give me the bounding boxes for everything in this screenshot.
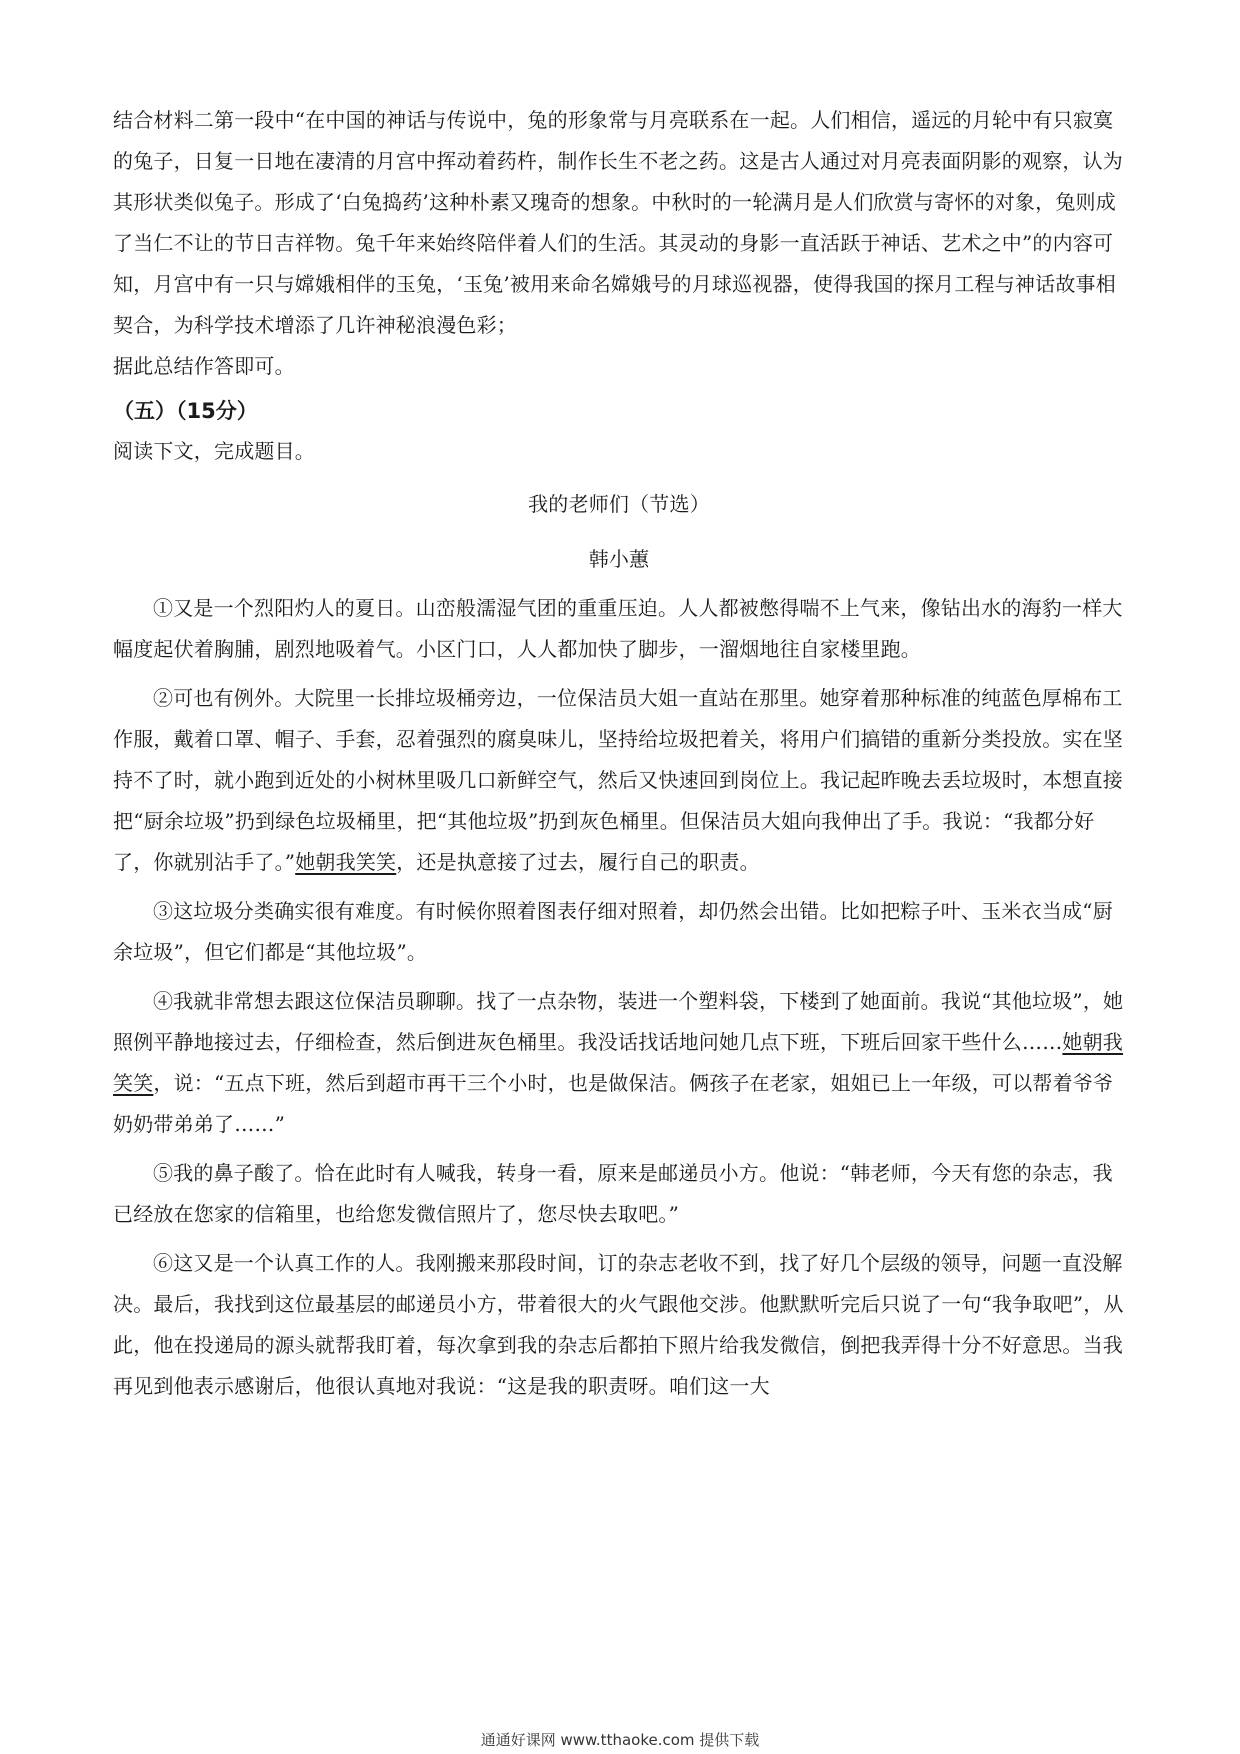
article-title: 我的老师们（节选）	[528, 492, 710, 516]
article-paragraph-1: ①又是一个烈阳灼人的夏日。山峦般濡湿气团的重重压迫。人人都被憋得喘不上气来，像钻出水的海豹一样大幅度起伏着胸脯，剧烈地吸着气。小区门口，人人都加快了脚步，一溜烟地往自家楼里跑。	[113, 596, 1123, 661]
article-paragraph-5: ⑤我的鼻子酸了。恰在此时有人喊我，转身一看，原来是邮递员小方。他说：“韩老师，今天有您的杂志，我已经放在您家的信箱里，也给您发微信照片了，您尽快去取吧。”	[113, 1161, 1113, 1226]
article-paragraph-2	[113, 678, 1125, 883]
article-paragraph-6: ⑥这又是一个认真工作的人。我刚搬来那段时间，订的杂志老收不到，找了好几个层级的领导，问题一直没解决。最后，我找到这位最基层的邮递员小方，带着很大的火气跟他交涉。他默默听完后只说了一句“我争取吧”，从此，他在投递局的源头就帮我盯着，每次拿到我的杂志后都拍下照片给我发微信，倒把我弄得十分不好意思。当我再见到他表示感谢后，他很认真地对我说：“这是我的职责呀。咱们这一大	[113, 1251, 1124, 1398]
paragraph-4-text-a: ④我就非常想去跟这位保洁员聊聊。找了一点杂物，装进一个塑料袋，下楼到了她面前。我说“其他垃圾”，她照例平静地接过去，仔细检查，然后倒进灰色桶里。我没话找话地问她几点下班，下班后回家干些什么……	[113, 989, 1124, 1054]
analysis-conclusion: 据此总结作答即可。	[113, 354, 295, 378]
section-instruction: 阅读下文，完成题目。	[113, 439, 315, 463]
section-heading: （五）（15分）	[113, 399, 258, 423]
document-page	[113, 100, 1125, 1407]
paragraph-2-text-b: ，还是执意接了过去，履行自己的职责。	[396, 850, 760, 874]
page-footer: 通通好课网 www.tthaoke.com 提供下载	[480, 1731, 760, 1749]
underlined-phrase-2: 她朝我笑笑	[113, 1030, 1124, 1095]
article-author: 韩小蕙	[588, 547, 650, 571]
underlined-phrase-1: 她朝我笑笑	[295, 850, 397, 874]
analysis-paragraph: 结合材料二第一段中“在中国的神话与传说中，兔的形象常与月亮联系在一起。人们相信，遥远的月轮中有只寂寞的兔子，日复一日地在凄清的月宫中挥动着药杵，制作长生不老之药。这是古人通过对月亮表面阴影的观察，认为其形状类似兔子。形成了‘白兔捣药’这种朴素又瑰奇的想象。中秋时的一轮满月是人们欣赏与寄怀的对象，兔则成了当仁不让的节日吉祥物。兔千年来始终陪伴着人们的生活。其灵动的身影一直活跃于神话、艺术之中”的内容可知，月宫中有一只与嫦娥相伴的玉兔，‘玉兔’被用来命名嫦娥号的月球巡视器，使得我国的探月工程与神话故事相契合，为科学技术增添了几许神秘浪漫色彩；	[113, 108, 1123, 337]
article-paragraph-4	[113, 981, 1125, 1145]
paragraph-2-text-a: ②可也有例外。大院里一长排垃圾桶旁边，一位保洁员大姐一直站在那里。她穿着那种标准的纯蓝色厚棉布工作服，戴着口罩、帽子、手套，忍着强烈的腐臭味儿，坚持给垃圾把着关，将用户们搞错的重新分类投放。实在坚持不了时，就小跑到近处的小树林里吸几口新鲜空气，然后又快速回到岗位上。我记起昨晚去丢垃圾时，本想直接把“厨余垃圾”扔到绿色垃圾桶里，把“其他垃圾”扔到灰色桶里。但保洁员大姐向我伸出了手。我说：“我都分好了，你就别沾手了。”	[113, 686, 1123, 874]
article-paragraph-3: ③这垃圾分类确实很有难度。有时候你照着图表仔细对照着，却仍然会出错。比如把粽子叶、玉米衣当成“厨余垃圾”，但它们都是“其他垃圾”。	[113, 899, 1113, 964]
paragraph-4-text-b: ，说：“五点下班，然后到超市再干三个小时，也是做保洁。俩孩子在老家，姐姐已上一年级，可以帮着爷爷奶奶带弟弟了……”	[113, 1071, 1114, 1136]
